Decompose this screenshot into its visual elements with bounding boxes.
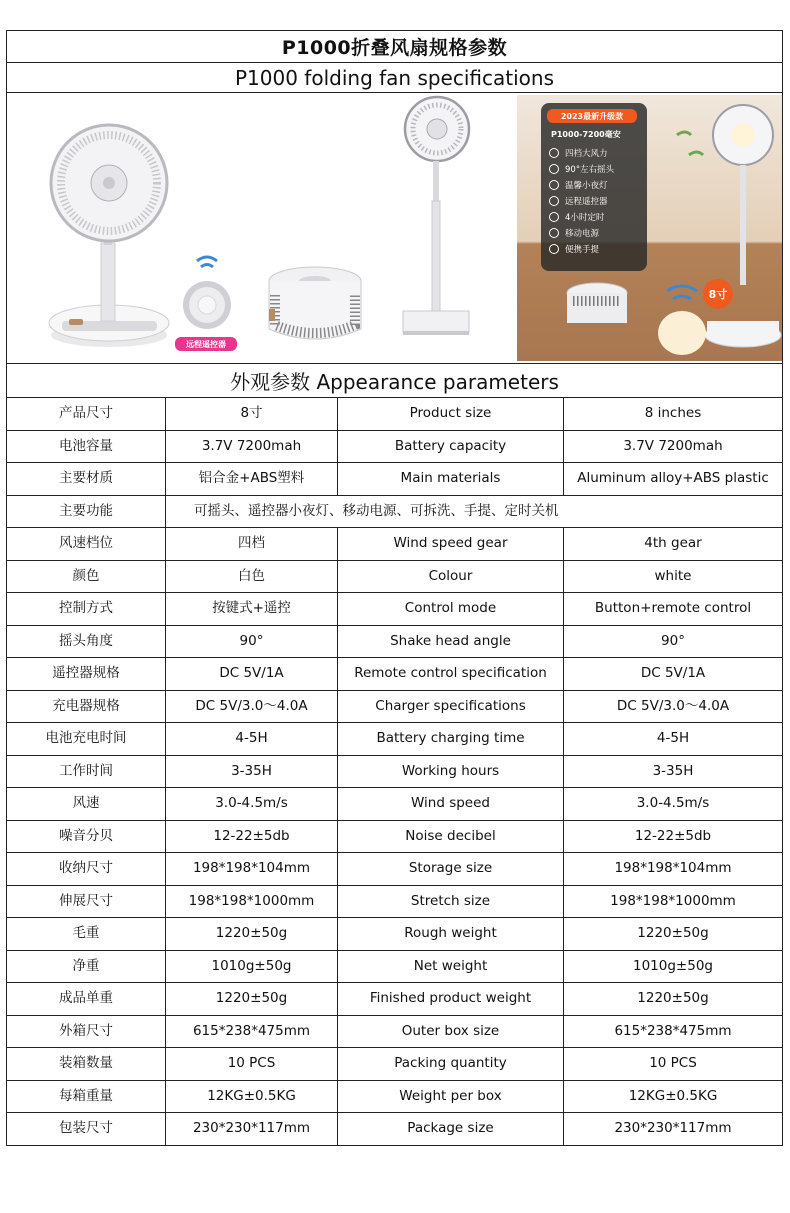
spec-label-zh: 每箱重量	[7, 1080, 166, 1113]
spec-row	[7, 950, 782, 983]
spec-row	[7, 528, 782, 561]
spec-value-zh: DC 5V/3.0～4.0A	[166, 690, 338, 723]
remote-label: 远程遥控器	[175, 337, 237, 351]
spec-label-en: Main materials	[338, 463, 564, 496]
spec-label-zh: 工作时间	[7, 755, 166, 788]
spec-value-zh: 3-35H	[166, 755, 338, 788]
spec-value-en: 3.7V 7200mah	[564, 430, 783, 463]
spec-value-zh: 铝合金+ABS塑料	[166, 463, 338, 496]
spec-value-zh: 白色	[166, 560, 338, 593]
spec-label-en: Package size	[338, 1113, 564, 1145]
spec-value-zh: DC 5V/1A	[166, 658, 338, 691]
spec-value-en: 10 PCS	[564, 1048, 783, 1081]
spec-row	[7, 820, 782, 853]
spec-value-en: 3-35H	[564, 755, 783, 788]
spec-value-zh: 1220±50g	[166, 983, 338, 1016]
spec-row	[7, 495, 782, 528]
spec-label-zh: 遥控器规格	[7, 658, 166, 691]
spec-row	[7, 690, 782, 723]
spec-label-en: Working hours	[338, 755, 564, 788]
spec-row	[7, 1080, 782, 1113]
spec-label-en: Charger specifications	[338, 690, 564, 723]
spec-row	[7, 593, 782, 626]
spec-label-en: Wind speed gear	[338, 528, 564, 561]
spec-label-zh: 主要功能	[7, 495, 166, 528]
spec-label-en: Battery capacity	[338, 430, 564, 463]
spec-label-zh: 收纳尺寸	[7, 853, 166, 886]
spec-label-en: Colour	[338, 560, 564, 593]
spec-label-zh: 毛重	[7, 918, 166, 951]
spec-row	[7, 853, 782, 886]
spec-label-en: Packing quantity	[338, 1048, 564, 1081]
spec-value-zh: 1010g±50g	[166, 950, 338, 983]
spec-label-zh: 颜色	[7, 560, 166, 593]
spec-label-zh: 成品单重	[7, 983, 166, 1016]
spec-value-en: 12-22±5db	[564, 820, 783, 853]
spec-label-zh: 主要材质	[7, 463, 166, 496]
spec-label-zh: 伸展尺寸	[7, 885, 166, 918]
spec-label-en: Battery charging time	[338, 723, 564, 756]
spec-label-en: Storage size	[338, 853, 564, 886]
spec-label-en: Finished product weight	[338, 983, 564, 1016]
spec-value-zh: 1220±50g	[166, 918, 338, 951]
spec-label-zh: 电池充电时间	[7, 723, 166, 756]
spec-value-en: 4-5H	[564, 723, 783, 756]
spec-sheet	[6, 30, 783, 1146]
spec-value-zh: 12KG±0.5KG	[166, 1080, 338, 1113]
spec-value-en: 230*230*117mm	[614, 1120, 732, 1137]
spec-label-zh: 摇头角度	[7, 625, 166, 658]
spec-value-zh: 615*238*475mm	[166, 1015, 338, 1048]
feature-item: 移动电源	[549, 227, 599, 239]
promo-fan-illustration	[517, 95, 782, 361]
spec-label-zh: 控制方式	[7, 593, 166, 626]
spec-value-zh: 198*198*1000mm	[166, 885, 338, 918]
spec-value-zh: 四档	[166, 528, 338, 561]
spec-value-en: 615*238*475mm	[564, 1015, 783, 1048]
spec-row	[7, 918, 782, 951]
spec-label-en: Outer box size	[338, 1015, 564, 1048]
feature-item: 温馨小夜灯	[549, 179, 608, 191]
spec-value-en: Button+remote control	[564, 593, 783, 626]
spec-label-en: Weight per box	[338, 1080, 564, 1113]
spec-value-en: 1220±50g	[564, 983, 783, 1016]
spec-label-en: Product size	[338, 398, 564, 430]
spec-value-zh: 按键式+遥控	[166, 593, 338, 626]
upgrade-badge: 2023最新升级款	[547, 109, 637, 123]
spec-value-en: DC 5V/1A	[564, 658, 783, 691]
folded-fan-image	[265, 263, 365, 353]
spec-value-en: Aluminum alloy+ABS plastic	[564, 463, 783, 496]
spec-row	[7, 1048, 782, 1081]
spec-value-zh: 90°	[166, 625, 338, 658]
spec-label-zh: 产品尺寸	[7, 398, 166, 430]
spec-label-en: Stretch size	[338, 885, 564, 918]
spec-value-zh: 12-22±5db	[166, 820, 338, 853]
spec-row	[7, 755, 782, 788]
spec-value-en: DC 5V/3.0～4.0A	[564, 690, 783, 723]
spec-label-zh: 充电器规格	[7, 690, 166, 723]
title-english: P1000 folding fan specifications	[7, 63, 782, 93]
spec-value-zh: 230*230*117mm	[166, 1113, 338, 1145]
spec-row	[7, 983, 782, 1016]
spec-value-en: 198*198*104mm	[564, 853, 783, 886]
product-image-strip	[7, 93, 782, 364]
spec-value-en: 8 inches	[564, 398, 783, 430]
spec-value-en: 1010g±50g	[564, 950, 783, 983]
desk-fan-image	[47, 123, 177, 353]
size-badge: 8寸	[703, 279, 733, 309]
spec-row	[7, 658, 782, 691]
model-line: P1000-7200毫安	[551, 130, 621, 139]
spec-value-en: 198*198*1000mm	[564, 885, 783, 918]
spec-row	[7, 430, 782, 463]
title-chinese: P1000折叠风扇规格参数	[7, 31, 782, 63]
spec-label-zh: 风速档位	[7, 528, 166, 561]
spec-row	[7, 398, 782, 430]
spec-row	[7, 788, 782, 821]
spec-value-en: 1220±50g	[564, 918, 783, 951]
spec-label-zh: 净重	[7, 950, 166, 983]
spec-label-en: Wind speed	[338, 788, 564, 821]
spec-value-en: 12KG±0.5KG	[564, 1080, 783, 1113]
spec-row	[7, 885, 782, 918]
spec-value-zh: 198*198*104mm	[166, 853, 338, 886]
spec-value-zh: 3.7V 7200mah	[166, 430, 338, 463]
spec-label-zh: 风速	[7, 788, 166, 821]
spec-label-en: Remote control specification	[338, 658, 564, 691]
spec-label-zh: 噪音分贝	[7, 820, 166, 853]
spec-label-en: Shake head angle	[338, 625, 564, 658]
appearance-section-title: 外观参数 Appearance parameters	[7, 364, 782, 398]
spec-row	[7, 625, 782, 658]
spec-label-en: Net weight	[338, 950, 564, 983]
feature-item: 4小时定时	[549, 211, 604, 223]
feature-item: 四档大风力	[549, 147, 608, 159]
spec-row	[7, 1015, 782, 1048]
remote-control-image	[177, 253, 237, 343]
extended-fan-image	[395, 95, 475, 355]
spec-value-en: white	[564, 560, 783, 593]
spec-value-zh: 3.0-4.5m/s	[166, 788, 338, 821]
spec-row	[7, 463, 782, 496]
spec-value-zh: 10 PCS	[166, 1048, 338, 1081]
spec-value-en: 90°	[564, 625, 783, 658]
spec-value-zh: 8寸	[166, 398, 338, 430]
spec-row	[7, 1113, 782, 1145]
spec-label-zh: 电池容量	[7, 430, 166, 463]
spec-value-zh: 4-5H	[166, 723, 338, 756]
spec-label-zh: 包装尺寸	[7, 1113, 166, 1145]
feature-item: 90°左右摇头	[549, 163, 614, 175]
promo-photo	[517, 95, 782, 361]
spec-row	[7, 560, 782, 593]
spec-row	[7, 723, 782, 756]
feature-item: 远程遥控器	[549, 195, 608, 207]
spec-table	[7, 398, 782, 1145]
spec-label-zh: 装箱数量	[7, 1048, 166, 1081]
spec-label-zh: 外箱尺寸	[7, 1015, 166, 1048]
spec-value-en: 4th gear	[564, 528, 783, 561]
spec-value-zh: 可摇头、遥控器小夜灯、移动电源、可拆洗、手提、定时关机	[166, 495, 783, 528]
spec-value-en: 3.0-4.5m/s	[564, 788, 783, 821]
spec-label-en: Control mode	[338, 593, 564, 626]
feature-item: 便携手提	[549, 243, 599, 255]
spec-label-en: Noise decibel	[338, 820, 564, 853]
spec-label-en: Rough weight	[338, 918, 564, 951]
